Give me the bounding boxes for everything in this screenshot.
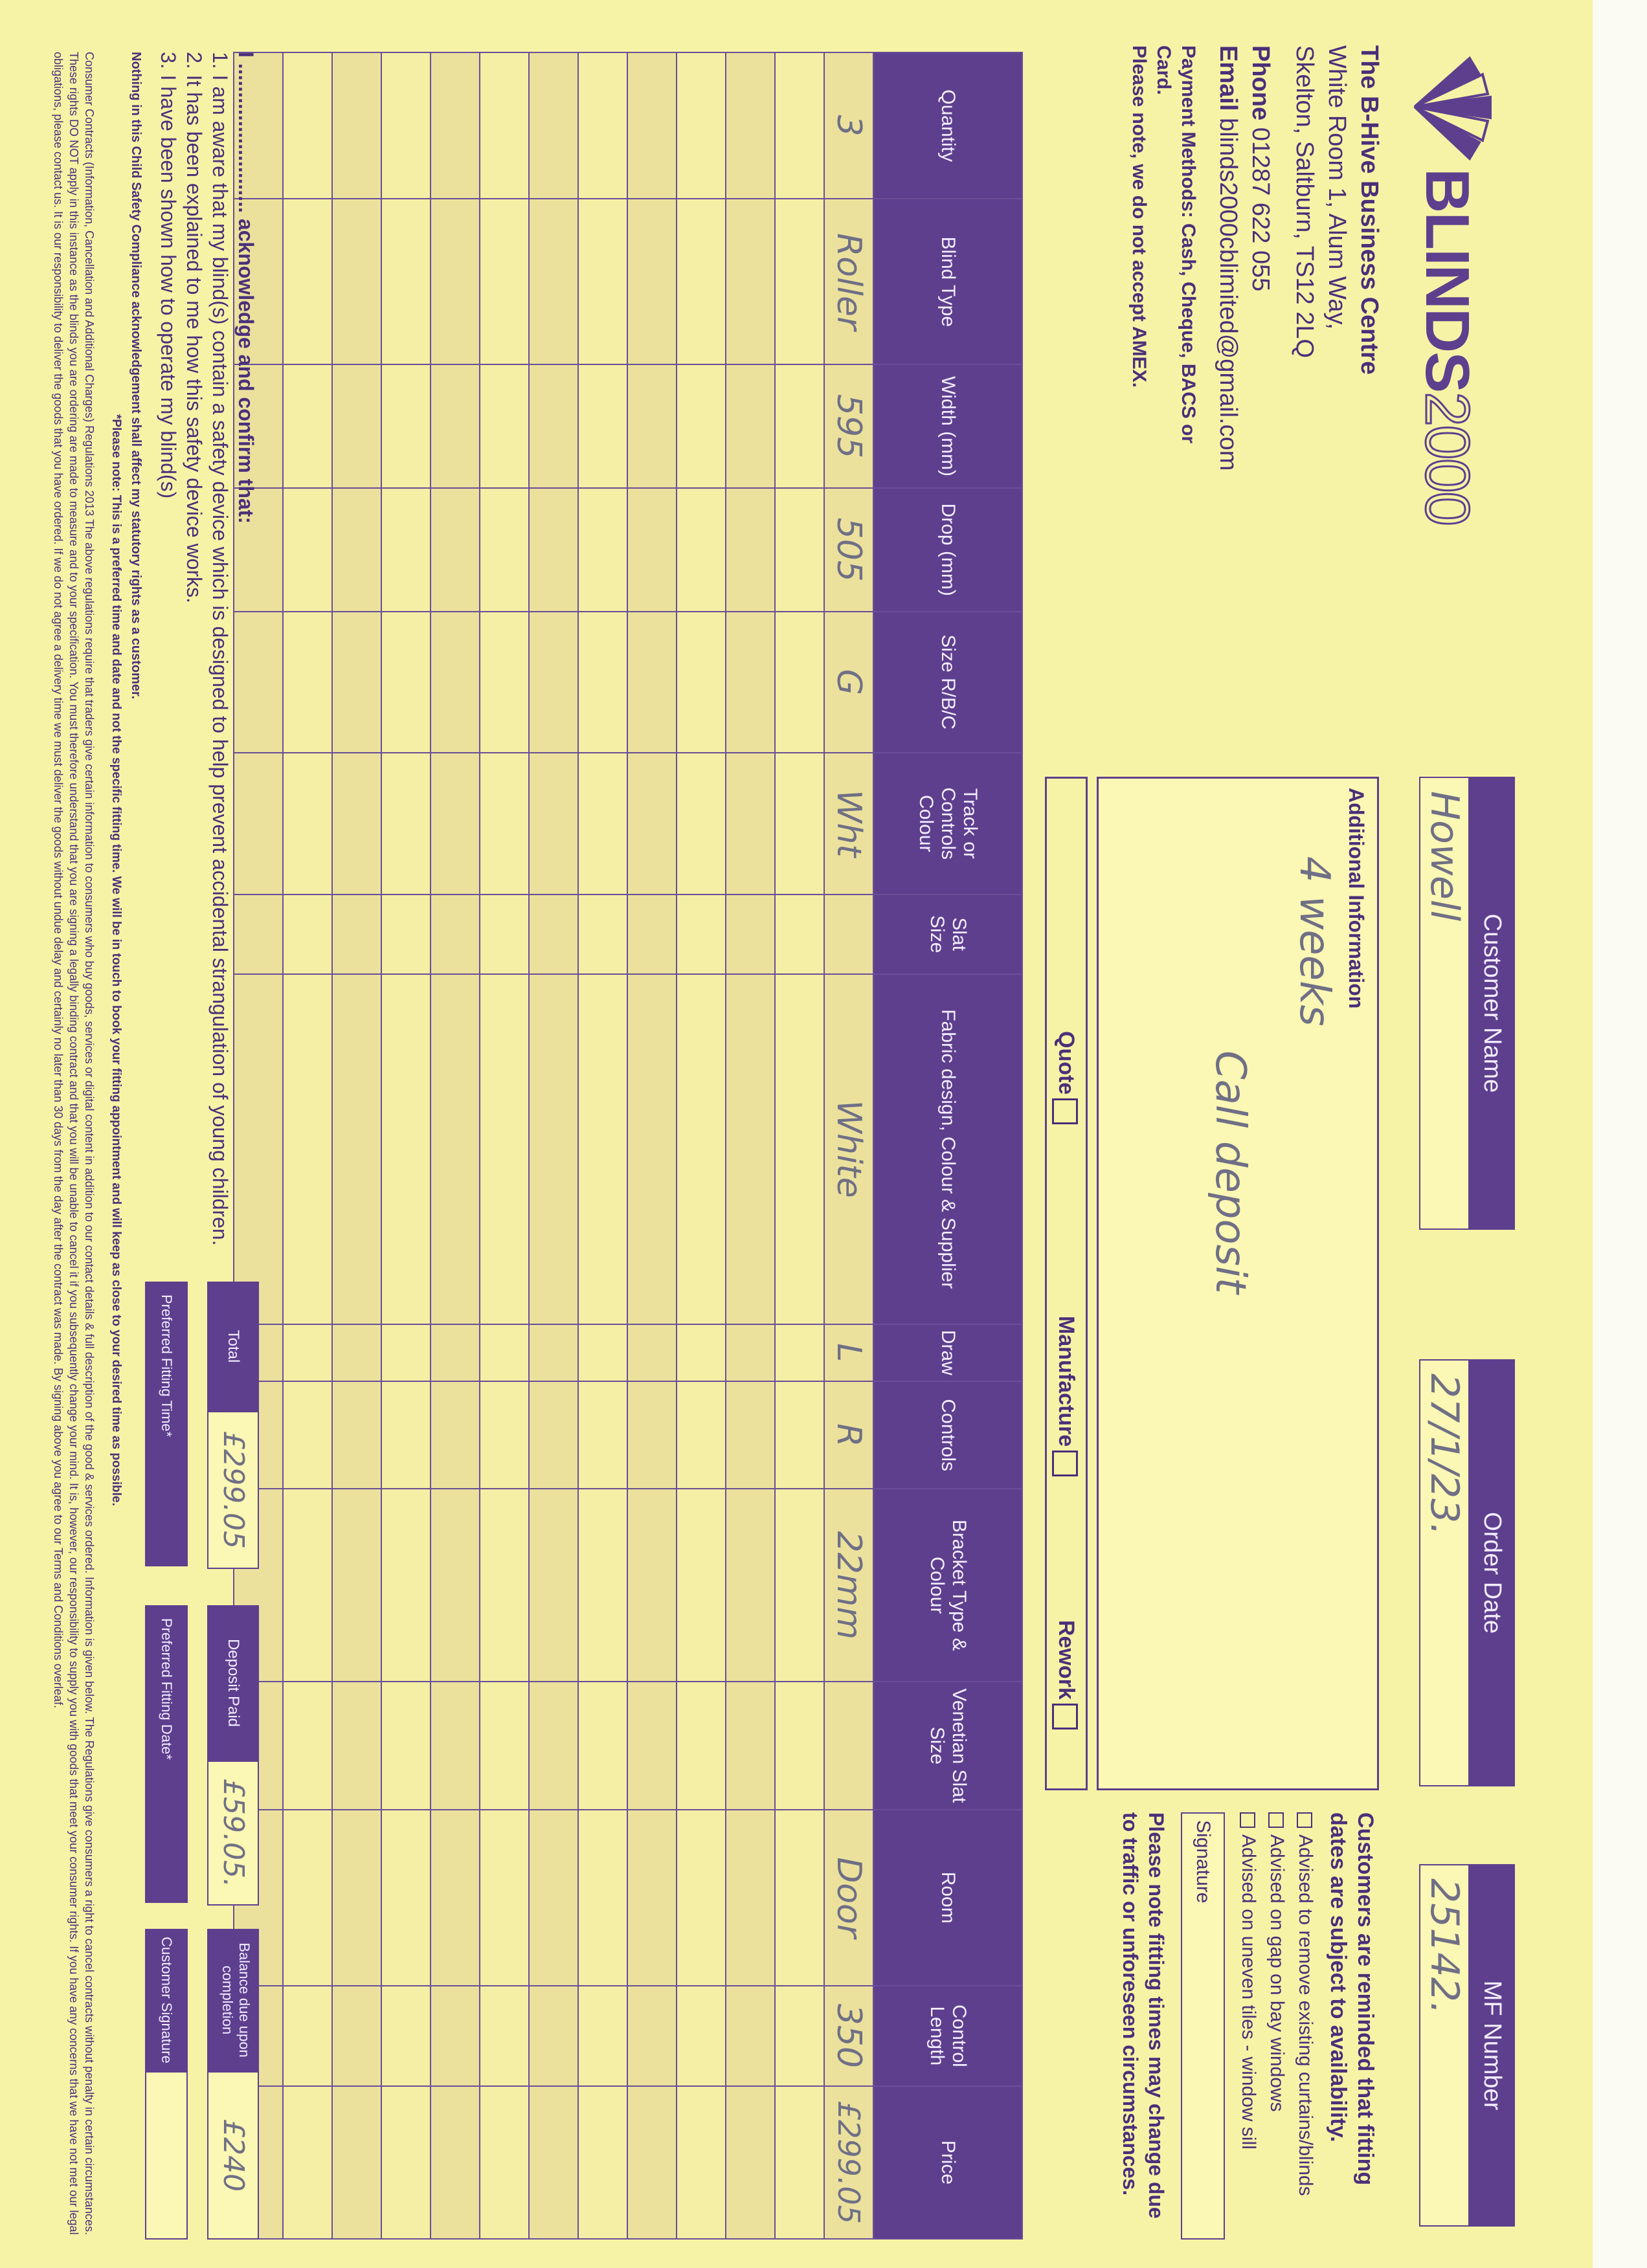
col-quantity: Quantity [873,52,1022,199]
cell-room[interactable]: Door [824,1810,873,1986]
cell-drop[interactable]: 505 [824,488,873,612]
additional-note-1: 4 weeks [1290,856,1338,1027]
signature-label: Signature [1193,1820,1214,1904]
payment-note: Please note, we do not accept AMEX. [1128,45,1150,388]
customer-name-header: Customer Name [1470,777,1515,1230]
col-controls: Controls [873,1381,1022,1489]
fitting-panel [1117,1812,1379,2240]
email-label: Email [1215,45,1242,111]
table-row [627,52,677,2239]
deposit-value[interactable]: £59.05. [207,1761,259,1906]
col-bracket: Bracket Type & Colour [873,1489,1022,1682]
cell-fabric[interactable]: White [824,974,873,1324]
company-address-2: Skelton, Saltburn, TS12 2LQ [1291,45,1318,359]
rework-label: Rework [1054,1620,1079,1700]
opt3-label: Advised on uneven tiles - window sill [1238,1834,1259,2150]
opt2-checkbox[interactable] [1268,1812,1284,1828]
deposit-label: Deposit Paid [207,1605,259,1761]
page-edge [1593,0,1647,2268]
col-fabric: Fabric design, Colour & Supplier [873,974,1022,1324]
company-info [1126,45,1385,498]
col-slat-size: Slat Size [873,895,1022,974]
col-venetian-slat: Venetian Slat Size [873,1682,1022,1810]
acknowledge-block [123,52,259,1249]
additional-note-2: Call deposit [1206,1051,1254,1294]
table-row [480,52,529,2239]
customer-signature-label: Customer Signature [145,1929,188,2071]
phone-value: 01287 622 055 [1247,127,1274,292]
cell-bracket[interactable]: 22mm [824,1489,873,1682]
additional-info-label: Additional Information [1345,788,1368,1009]
col-control-length: Control Length [873,1986,1022,2086]
table-row [283,52,332,2239]
manufacture-label: Manufacture [1054,1316,1079,1447]
cell-quantity[interactable]: 3 [824,52,873,199]
opt1-checkbox[interactable] [1297,1812,1312,1828]
pref-time-label[interactable]: Preferred Fitting Time* [145,1282,188,1566]
logo-fan-icon [1411,45,1496,168]
totals-block [129,1282,259,2240]
col-draw: Draw [873,1324,1022,1381]
acknowledge-heading: I .......................... acknowledge and confirm that: [234,52,258,524]
table-row [381,52,431,2239]
table-row [677,52,726,2239]
cell-venetian[interactable] [824,1682,873,1810]
cell-control-length[interactable]: 350 [824,1986,873,2086]
table-row [726,52,775,2239]
phone-label: Phone [1247,45,1274,121]
table-row [332,52,381,2239]
table-header-row [873,52,1022,2239]
col-width: Width (mm) [873,364,1022,488]
cell-track-colour[interactable]: Wht [824,753,873,895]
table-row [824,52,873,2239]
order-date-field[interactable] [1419,1359,1470,1786]
mf-number-header: MF Number [1470,1864,1515,2227]
balance-label: Balance due upon completion [207,1929,259,2071]
acknowledge-item-2: 2. It has been explained to me how this safety device works. [183,52,206,604]
acknowledge-rights: Nothing in this Child Safety Compliance acknowledgement shall affect my statutory rights as a customer. [129,52,143,700]
balance-value[interactable]: £240 [207,2071,259,2240]
table-row [775,52,824,2239]
company-address-1: White Room 1, Alum Way, [1323,45,1350,330]
traffic-note: Please note fitting times may change due to traffic or unforeseen circumstances. [1119,1812,1168,2219]
opt3-checkbox[interactable] [1240,1812,1255,1828]
acknowledge-item-3: 3. I have been shown how to operate my blind(s) [157,52,180,499]
quote-label: Quote [1054,1031,1079,1095]
order-date-header: Order Date [1470,1359,1515,1786]
cell-price[interactable]: £299.05 [824,2086,873,2239]
cell-draw[interactable]: L [824,1324,873,1381]
acknowledge-item-1: 1. I am aware that my blind(s) contain a safety device which is designed to help prevent accidental strangulation of young children. [208,52,232,1246]
additional-info-box[interactable] [1097,777,1379,1790]
col-drop: Drop (mm) [873,488,1022,612]
table-row [578,52,627,2239]
brand-main: BLINDS [1413,168,1482,392]
col-size-rbc: Size R/B/C [873,612,1022,753]
order-type-row [1045,777,1088,1790]
mf-number-value: 25142. [1422,1878,1467,2014]
mf-number-field[interactable] [1419,1864,1470,2227]
cell-controls[interactable]: R [824,1381,873,1489]
manufacture-checkbox[interactable] [1052,1451,1078,1476]
col-blind-type: Blind Type [873,199,1022,364]
col-price: Price [873,2086,1022,2239]
opt1-label: Advised to remove existing curtains/blinds [1295,1834,1316,2196]
order-table [233,52,1023,2240]
col-track-colour: Track or Controls Colour [873,753,1022,895]
payment-methods: Payment Methods: Cash, Cheque, BACS or Card. [1153,45,1199,444]
company-name: The B-Hive Business Centre [1356,45,1383,375]
col-room: Room [873,1810,1022,1986]
fitting-reminder: Customers are reminded that fitting dates are subject to availability. [1326,1812,1378,2186]
please-note: *Please note: This is a preferred time and date and not the specific fitting time. We will be in touch to book your fitting appointment and will keep as close to your desired time as possible. [109,414,123,1506]
cell-blind-type[interactable]: Roller [824,199,873,364]
total-label: Total [207,1282,259,1411]
cell-slat-size[interactable] [824,895,873,974]
rework-checkbox[interactable] [1052,1704,1078,1729]
pref-date-label[interactable]: Preferred Fitting Date* [145,1605,188,1903]
order-date-value: 27/1/23. [1422,1373,1467,1536]
customer-name-field[interactable] [1419,777,1470,1230]
legal-text: Consumer Contracts (Information, Cancellation and Additional Charges) Regulations 2013 The above regulations require that traders give certain information to consumers who buy goods, services or digital content in addition to our contact details & full description of the good & services ordered. Information is given below. The Regulations give consumers a right to cancel contracts without penalty in certain circumstances. These rights DO NOT apply in this instance as the blinds you are ordering are made to measure and to your specification. You must therefore understand that you are signing a legally binding contract and that you will be unable to cancel it if you subsequently change your mind. It is, however, our responsibility to supply you with goods that meet your consumer rights. If you have any concerns that we have not met our legal obligations, please contact us. It is our responsibility to deliver the goods that you have ordered. If we do not agree a delivery time we must deliver the goods without undue delay and certainly no later than 30 days from the day after the contract was made. By signing above you agree to our Terms and Conditions overleaf. [52,52,96,2236]
customer-name-value: Howell [1422,791,1467,922]
table-row [529,52,578,2239]
email-value: blinds2000cblimited@gmail.com [1215,117,1242,471]
table-row [431,52,480,2239]
cell-width[interactable]: 595 [824,364,873,488]
total-value[interactable]: £299.05 [207,1411,259,1569]
opt2-label: Advised on gap on bay windows [1266,1834,1288,2112]
brand-number: 2000 [1413,392,1482,525]
signature-field[interactable] [1181,1812,1225,2240]
quote-checkbox[interactable] [1052,1098,1078,1124]
cell-size[interactable]: G [824,612,873,753]
customer-signature-field[interactable] [145,2071,188,2240]
